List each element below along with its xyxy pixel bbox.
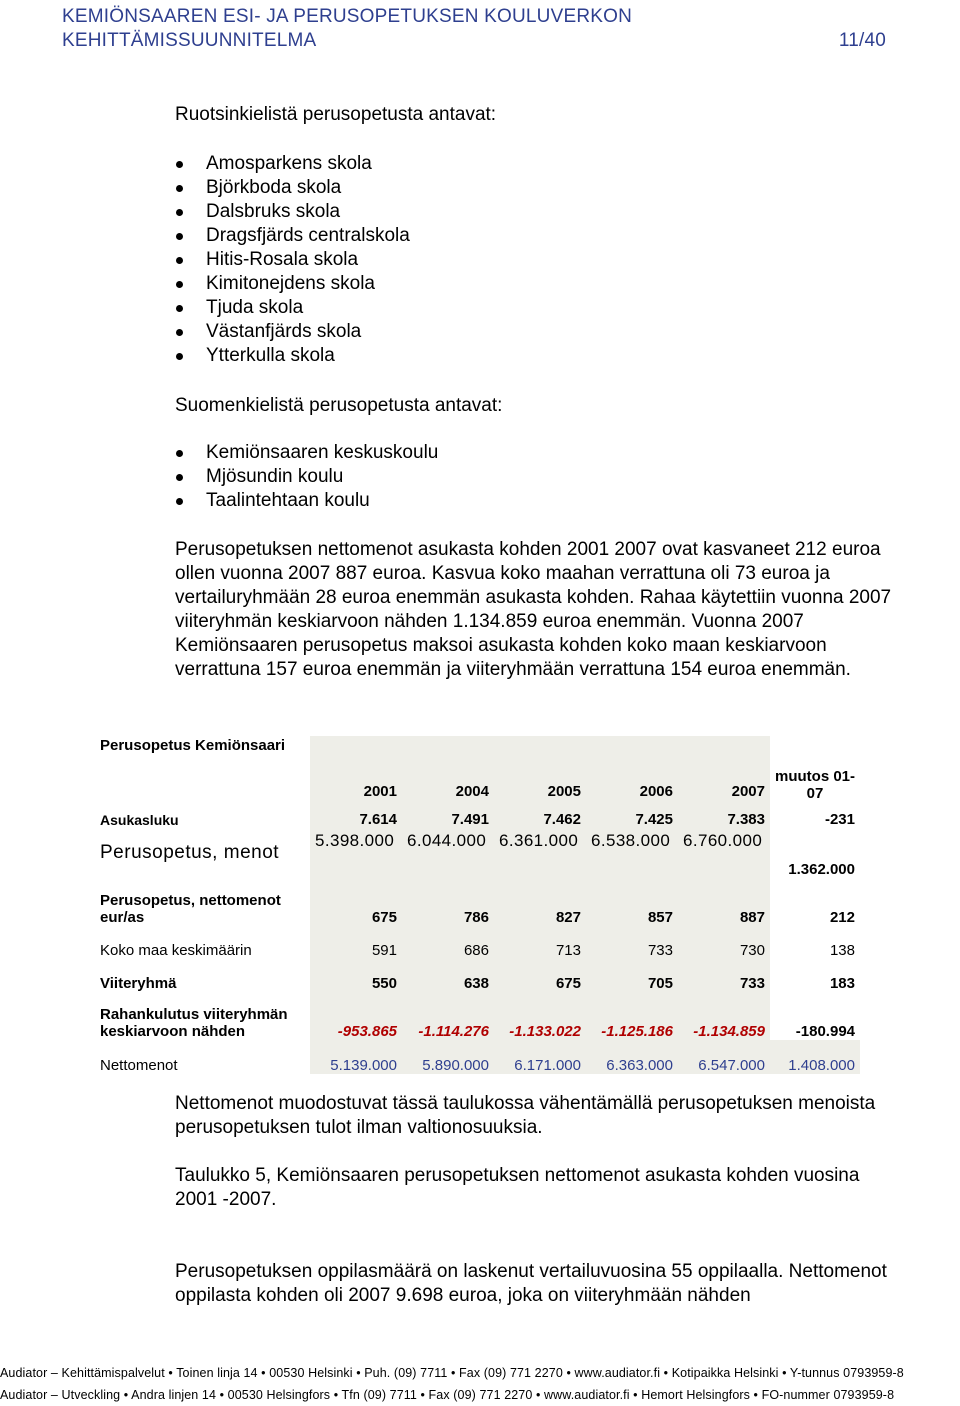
- table-cell: 857: [586, 878, 678, 926]
- net-costs-table: [95, 736, 860, 1074]
- list-item: Dragsfjärds centralskola: [175, 224, 410, 248]
- table-cell: 6.760.000: [678, 828, 770, 878]
- list-item: Ytterkulla skola: [175, 344, 410, 368]
- table-row: [95, 959, 860, 992]
- row-label: Viiteryhmä: [100, 975, 177, 992]
- page-number: 11/40: [838, 30, 886, 51]
- table-cell: -1.133.022: [494, 992, 586, 1040]
- swedish-schools-list: [175, 152, 410, 368]
- table-cell: 550: [310, 959, 402, 992]
- table-cell: 730: [678, 926, 770, 959]
- list-item: Björkboda skola: [175, 176, 410, 200]
- table-cell: 713: [494, 926, 586, 959]
- table-row: [95, 878, 860, 926]
- table-cell: -1.114.276: [402, 992, 494, 1040]
- table-cell: 212: [829, 909, 855, 926]
- table-cell: 705: [586, 959, 678, 992]
- finnish-schools-heading: Suomenkielistä perusopetusta antavat:: [175, 395, 503, 416]
- document-header-title: KEMIÖNSAAREN ESI- JA PERUSOPETUKSEN KOULUVERKON: [62, 6, 633, 27]
- table-cell: 6.538.000: [586, 828, 678, 878]
- list-item: Mjösundin koulu: [175, 465, 438, 489]
- table-corner-label: Perusopetus Kemiönsaari: [100, 737, 286, 754]
- table-row: [95, 1040, 860, 1074]
- table-cell: 5.398.000: [310, 828, 402, 878]
- table-cell: 1.408.000: [770, 1040, 860, 1074]
- table-cell: 6.547.000: [678, 1040, 770, 1074]
- table-row: [95, 926, 860, 959]
- table-cell: 6.361.000: [494, 828, 586, 878]
- table-cell: -231: [824, 811, 855, 828]
- row-label: Asukasluku: [100, 812, 179, 828]
- table-cell: 7.383: [678, 804, 770, 828]
- footer-swedish: Audiator – Utveckling • Andra linjen 14 • 00530 Helsingfors • Tfn (09) 7711 • Fax (09) 771 2270 • www.audiator.fi • Hemort Helsingfors • FO-nummer 0793959-8: [0, 1388, 895, 1402]
- year-header: 2006: [586, 736, 678, 804]
- table-cell: 7.425: [586, 804, 678, 828]
- year-header: 2001: [310, 736, 402, 804]
- table-cell: 7.614: [310, 804, 402, 828]
- row-label: Nettomenot: [100, 1057, 178, 1074]
- year-header: 2007: [678, 736, 770, 804]
- list-item: Hitis-Rosala skola: [175, 248, 410, 272]
- table-row: [95, 828, 860, 878]
- row-label: Perusopetus, menot: [100, 842, 280, 863]
- change-header: muutos 01-07: [775, 768, 856, 802]
- table-cell: 686: [402, 926, 494, 959]
- header-subtitle-text: KEHITTÄMISSUUNNITELMA: [62, 30, 317, 51]
- row-label: Perusopetus, nettomenot eur/as: [100, 892, 281, 926]
- list-item: Tjuda skola: [175, 296, 410, 320]
- table-row: [95, 992, 860, 1040]
- document-header-subtitle: [62, 30, 886, 52]
- year-header: 2004: [402, 736, 494, 804]
- list-item: Amosparkens skola: [175, 152, 410, 176]
- table-cell: 7.462: [494, 804, 586, 828]
- year-header: 2005: [494, 736, 586, 804]
- table-cell: 733: [586, 926, 678, 959]
- table-cell: 6.044.000: [402, 828, 494, 878]
- row-label: Rahankulutus viiteryhmän keskiarvoon nähden: [100, 1006, 288, 1040]
- table-cell: -1.134.859: [678, 992, 770, 1040]
- finnish-schools-list: [175, 441, 438, 513]
- table-cell: 7.491: [402, 804, 494, 828]
- table-cell: 138: [829, 942, 855, 959]
- table-cell: 6.171.000: [494, 1040, 586, 1074]
- list-item: Kimitonejdens skola: [175, 272, 410, 296]
- table-cell: 827: [494, 878, 586, 926]
- table-cell: 675: [310, 878, 402, 926]
- table-cell: 6.363.000: [586, 1040, 678, 1074]
- swedish-schools-heading: Ruotsinkielistä perusopetusta antavat:: [175, 104, 497, 125]
- table-caption: Taulukko 5, Kemiönsaaren perusopetuksen nettomenot asukasta kohden vuosina 2001 -2007.: [175, 1165, 860, 1210]
- table-cell: -953.865: [310, 992, 402, 1040]
- table-cell: 675: [494, 959, 586, 992]
- list-item: Västanfjärds skola: [175, 320, 410, 344]
- table-cell: 733: [678, 959, 770, 992]
- table-cell: 638: [402, 959, 494, 992]
- list-item: Taalintehtaan koulu: [175, 489, 438, 513]
- row-label: Koko maa keskimäärin: [100, 942, 252, 959]
- note-net-costs: Nettomenot muodostuvat tässä taulukossa vähentämällä perusopetuksen menoista perusopetuksen tulot ilman valtionosuuksia.: [175, 1093, 876, 1138]
- table-cell: 183: [829, 975, 855, 992]
- table-cell: 5.890.000: [402, 1040, 494, 1074]
- table-cell: 786: [402, 878, 494, 926]
- table-cell: -180.994: [795, 1023, 855, 1040]
- list-item: Dalsbruks skola: [175, 200, 410, 224]
- body-paragraph: Perusopetuksen nettomenot asukasta kohden 2001 2007 ovat kasvaneet 212 euroa ollen vuonna 2007 887 euroa. Kasvua koko maahan verrattuna oli 73 euroa ja vertailuryhmään 28 euroa enemmän asukasta kohden. Rahaa käytettiin vuonna 2007 viiteryhmän keskiarvoon nähden 1.134.859 euroa enemmän. Vuonna 2007 Kemiönsaaren perusopetus maksoi asukasta kohden koko maan keskiarvoon verrattuna 157 euroa enemmän ja viiteryhmään verrattuna 154 euroa enemmän.: [175, 539, 892, 680]
- table-cell: 1.362.000: [788, 861, 855, 878]
- list-item: Kemiönsaaren keskuskoulu: [175, 441, 438, 465]
- table-cell: 5.139.000: [310, 1040, 402, 1074]
- table-cell: -1.125.186: [586, 992, 678, 1040]
- note-pupils: Perusopetuksen oppilasmäärä on laskenut vertailuvuosina 55 oppilaalla. Nettomenot oppilasta kohden oli 2007 9.698 euroa, joka on viiteryhmään nähden: [175, 1261, 887, 1306]
- table-cell: 591: [310, 926, 402, 959]
- table-cell: 887: [678, 878, 770, 926]
- footer-finnish: Audiator – Kehittämispalvelut • Toinen linja 14 • 00530 Helsinki • Puh. (09) 7711 • Fax (09) 771 2270 • www.audiator.fi • Kotipaikka Helsinki • Y-tunnus 0793959-8: [0, 1366, 904, 1380]
- table-row: [95, 804, 860, 828]
